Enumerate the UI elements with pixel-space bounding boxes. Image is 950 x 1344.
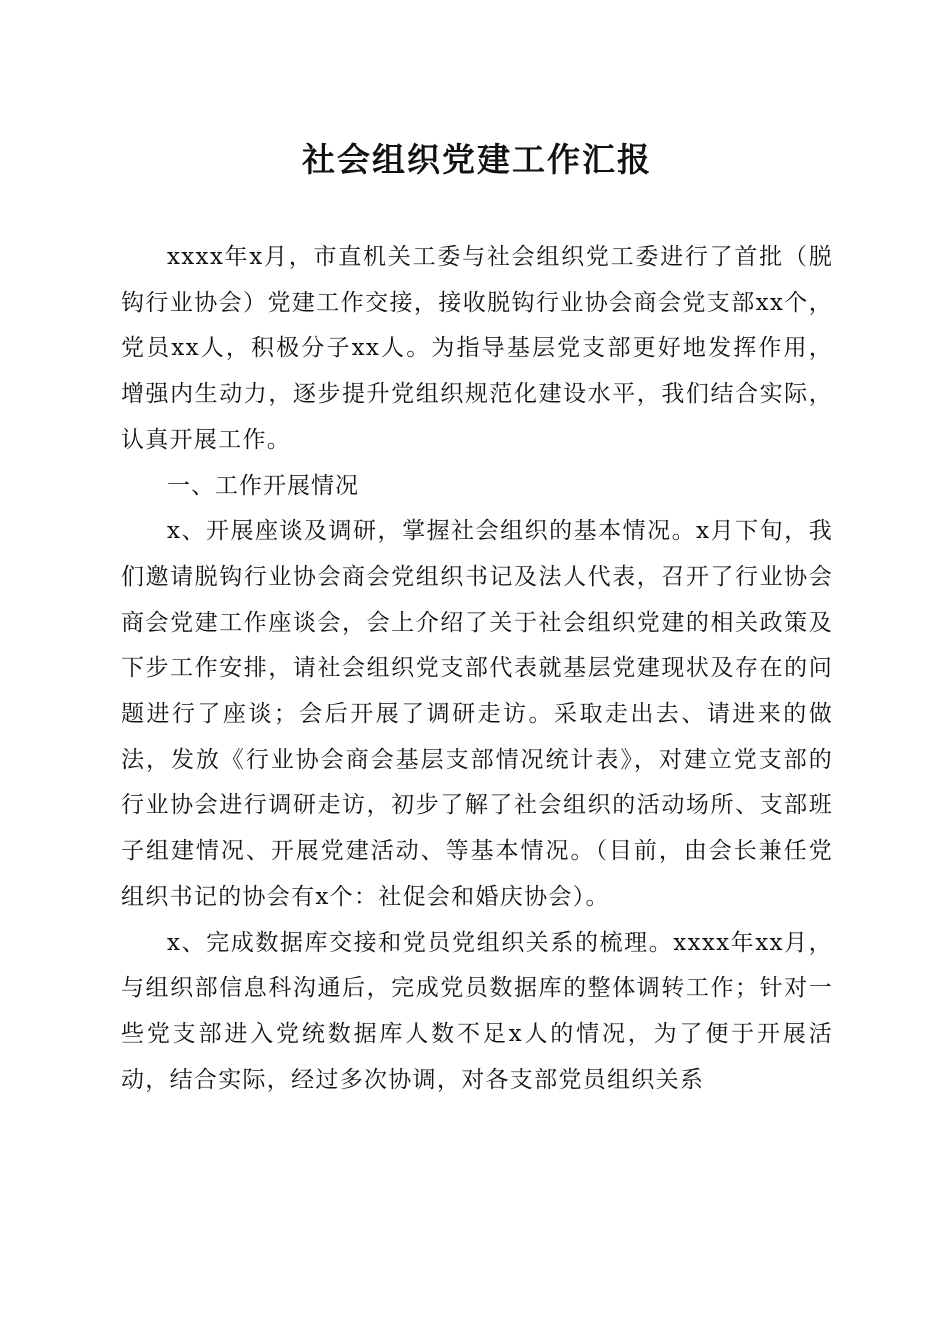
paragraph-item-1: x、开展座谈及调研，掌握社会组织的基本情况。x月下旬，我们邀请脱钩行业协会商会党组织书记及法人代表，召开了行业协会商会党建工作座谈会，会上介绍了关于社会组织党建的相关政策及下步工作安排，请社会组织党支部代表就基层党建现状及存在的问题进行了座谈；会后开展了调研走访。采取走出去、请进来的做法，发放《行业协会商会基层支部情况统计表》，对建立党支部的行业协会进行调研走访，初步了解了社会组织的活动场所、支部班子组建情况、开展党建活动、等基本情况。（目前，由会长兼任党组织书记的协会有x个：社促会和婚庆协会）。 [121, 518, 833, 910]
paragraph-item-2: x、完成数据库交接和党员党组织关系的梳理。xxxx年xx月，与组织部信息科沟通后，完成党员数据库的整体调转工作；针对一些党支部进入党统数据库人数不足x人的情况，为了便于开展活动，结合实际，经过多次协调，对各支部党员组织关系 [121, 929, 833, 1093]
document-title: 社会组织党建工作汇报 [302, 140, 652, 179]
document-page [121, 128, 833, 1103]
section-heading-work-progress: 一、工作开展情况 [167, 472, 359, 499]
intro-paragraph: xxxx年x月，市直机关工委与社会组织党工委进行了首批（脱钩行业协会）党建工作交接，接收脱钩行业协会商会党支部xx个，党员xx人，积极分子xx人。为指导基层党支部更好地发挥作用，增强内生动力，逐步提升党组织规范化建设水平，我们结合实际，认真开展工作。 [121, 244, 833, 453]
